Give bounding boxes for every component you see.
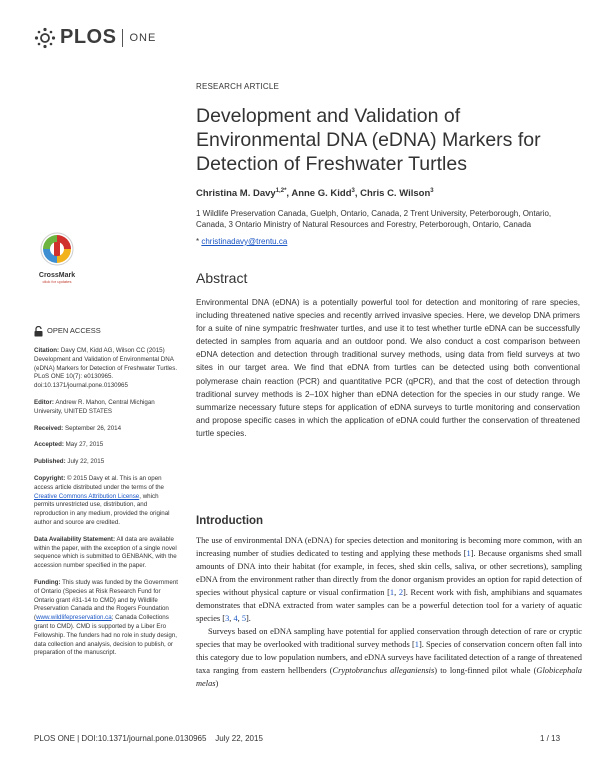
editor-label: Editor: [34,398,54,406]
species-name: Cryptobranchus alleganiensis [332,666,435,675]
accepted-block [34,441,180,450]
email-marker: * [196,237,200,246]
article-title: Development and Validation of Environmental DNA (eDNA) Markers for Detection of Freshwater Turtles [196,105,541,175]
copyright-text-cont: , which permits unrestricted use, distribution, and reproduction in any medium, provided the original author and source are credited. [34,492,170,526]
article-sidebar [34,326,180,666]
citation-link[interactable]: 5 [241,614,247,623]
affiliations: 1 Wildlife Preservation Canada, Guelph, Ontario, Canada, 2 Trent University, Peterborough, Ontario, Canada, 3 Ontario Ministry of Natural Resources and Forestry, Peterborough, Ontario, Canada [196,209,552,229]
article-type: RESEARCH ARTICLE [196,82,280,91]
crossmark-icon [40,232,74,266]
editor-text: Andrew R. Mahon, Central Michigan University, UNITED STATES [34,398,155,415]
citation-label: Citation: [34,347,60,354]
copyright-block [34,475,180,528]
intro-paragraph-2: Surveys based on eDNA sampling have potential for applied conservation through detection of rare or cryptic species that may be overlooked with traditional survey methods [1]. Species of conservation concern often fall into this category due to low population numbers, and eDNA surveys have facilitated detection of a range of threatened taxa ranging from eastern hellbenders (Cryptobranchus alleganiensis) to long-finned pilot whale (Globicephala melas) [196,627,582,688]
citation-text: Davy CM, Kidd AG, Wilson CC (2015) Development and Validation of Environmental DNA (eDNA) Markers for Detection of Freshwater Turtles. PLoS ONE 10(7): e0130965. doi:10.1371/journal.pone.0130965 [34,347,178,390]
author-affiliation-sup: 3 [351,188,355,194]
data-availability-text: All data are available within the paper, with the exception of a single novel sequence which is submitted to GENBANK, with the accession number specified in the paper. [34,535,177,570]
received-block [34,425,180,434]
open-access-badge [34,326,180,337]
author-list: Christina M. Davy$^{1,2*}$, Anne G. Kidd$^3$, Chris C. Wilson$^3$ [196,188,434,200]
crossmark-label: CrossMark [38,272,76,279]
citation-link[interactable]: 4 [233,614,238,623]
citation-link[interactable]: 3 [225,614,230,623]
logo-journal-text: ONE [129,31,157,44]
abstract-heading: Abstract [196,270,248,286]
citation-link[interactable]: 1 [389,588,395,597]
published-label: Published: [34,458,66,466]
author-name: Anne G. Kidd [291,188,352,200]
citation-block [34,347,180,391]
intro-paragraph-1: The use of environmental DNA (eDNA) for species detection and monitoring is becoming more common, with an increasing number of studies dedicated to testing and applying these methods [1]. Because organisms shed small amounts of DNA into their habitat (for example, in feces, shed skin cells, saliva, or other secretions), sampling eDNA from the environment rather than directly from the donor organism provides an option for rapid detection of species without physical capture or visual confirmation [1, 2]. Recent work with fish, amphibians and squamates demonstrates that eDNA extracted from water samples can be a powerful detection tool for a variety of aquatic species [3, 4, 5]. [196,536,583,623]
author-affiliation-sup: 3 [430,188,434,194]
introduction-heading: Introduction [196,515,264,527]
copyright-label: Copyright: [34,474,66,482]
corresponding-mark: * [284,188,287,194]
abstract-body: Environmental DNA (eDNA) is a potentially powerful tool for detection and monitoring of rare species, including threatened native species and recently arrived invasive species. Here, we develop DNA primers for a suite of nine sympatric freshwater turtles, and use it to test whether turtle eDNA can be successfully detected in samples from aquaria and an outdoor pond. We also conduct a cost comparison between eDNA detection and detection through traditional survey methods, using data from field surveys at two sites in our target area. We find that eDNA from turtles can be detected using both conventional polymerase chain reaction (PCR) and quantitative PCR (qPCR), and that the cost of detection through traditional survey methods is 2–10X higher than eDNA detection for the species in our study range. We summarize necessary future steps for application of eDNA surveys to turtle monitoring and conservation and propose specific cases in which the application of eDNA could further the conservation of threatened turtle species. [196,298,580,438]
data-availability-block [34,536,180,571]
plos-logo-icon [34,27,56,49]
citation-link[interactable]: 1 [466,549,471,558]
published-block [34,458,180,467]
open-access-label: OPEN ACCESS [47,326,101,336]
funding-label: Funding: [34,578,61,586]
logo-separator [122,29,123,47]
page-number: 1 / 13 [540,734,561,743]
published-date: July 22, 2015 [67,458,105,466]
crossmark-badge[interactable] [34,232,80,284]
author-affiliation-sup: 1,2 [275,188,285,194]
citation-link[interactable]: 1 [414,640,419,649]
license-link[interactable]: Creative Commons Attribution License [34,492,140,500]
corresponding-email [196,237,287,246]
email-link[interactable]: christinadavy@trentu.ca [201,237,288,246]
author-name: Chris C. Wilson [360,188,431,200]
data-availability-label: Data Availability Statement: [34,535,116,543]
received-date: September 26, 2014 [64,424,122,432]
logo-plos-text: PLOS [60,26,117,48]
accepted-label: Accepted: [34,441,64,449]
open-lock-icon [34,326,43,337]
plos-one-logo[interactable] [34,26,156,49]
accepted-date: May 27, 2015 [65,441,104,449]
footer-citation: PLOS ONE | DOI:10.1371/journal.pone.0130965 July 22, 2015 [34,734,263,743]
funding-block [34,579,180,658]
funding-link[interactable]: www.wildlifepreservation.ca [36,614,112,622]
citation-link[interactable]: 2 [398,588,404,597]
crossmark-sub: click for updates [42,279,72,284]
funding-text: This study was funded by the Government of Ontario (Species at Risk Research Fund for Ontario grant #31-14 to CMD) and by Wildlife Preservation Canada and the Rogers Foundation ( [34,578,178,622]
introduction-body [196,534,582,690]
editor-block [34,399,180,417]
received-label: Received: [34,424,64,432]
copyright-text: © 2015 Davy et al. This is an open access article distributed under the terms of the [34,474,165,491]
author-name: Christina M. Davy [196,188,276,200]
funding-text-cont: ; Canada Collections grant to CMD). CMD is supported by a Liber Ero Fellowship. The funders had no role in study design, data collection and analysis, decision to publish, or preparation of the manuscript. [34,614,177,657]
species-name: Globicephala melas [196,666,582,688]
